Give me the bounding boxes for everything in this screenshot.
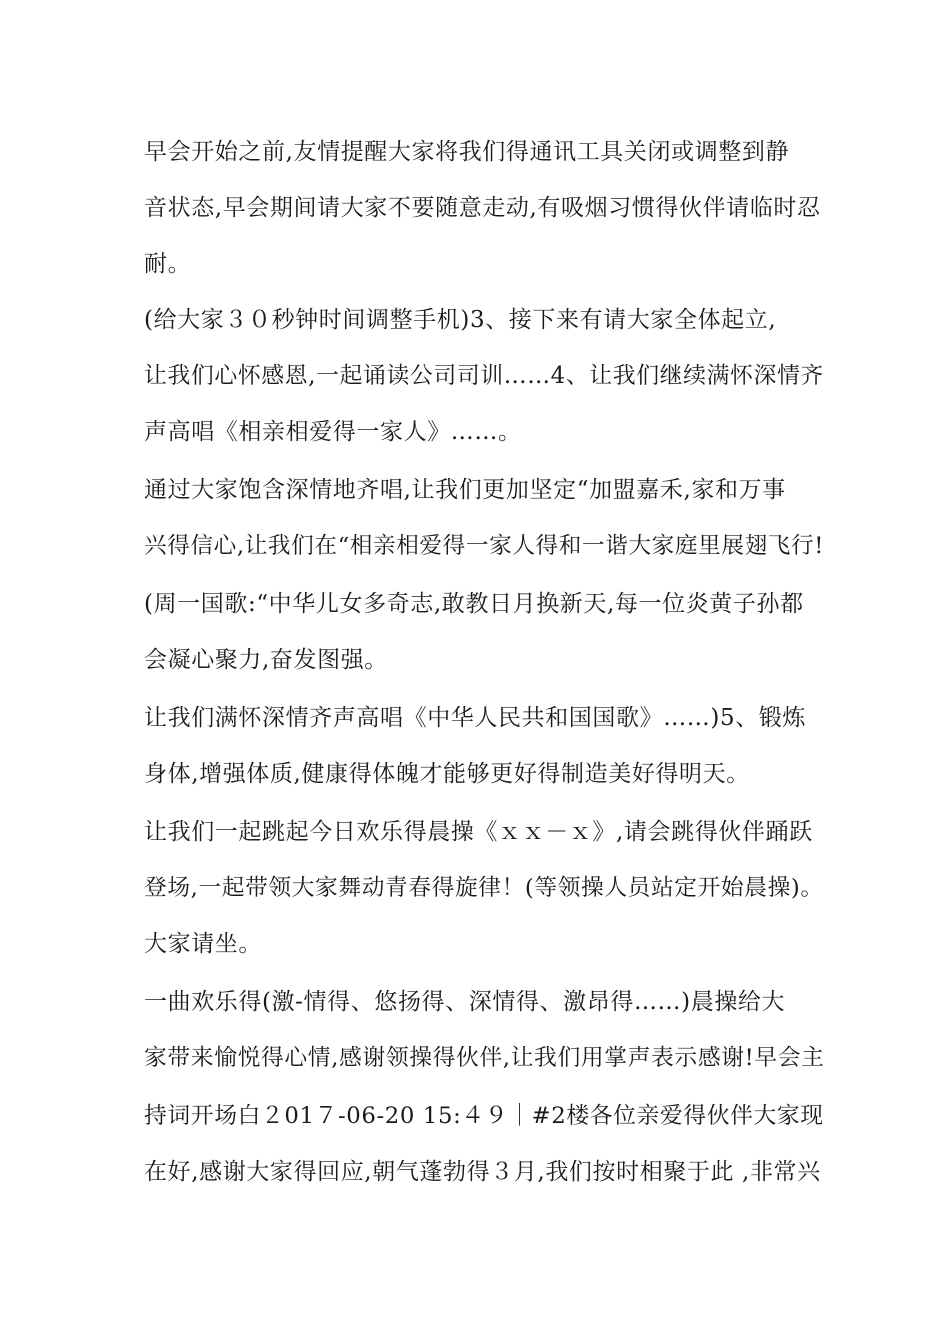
text-line: 让我们满怀深情齐声高唱《中华人民共和国国歌》……)5、锻炼: [144, 705, 807, 731]
text-line: (给大家３０秒钟时间调整手机)3、接下来有请大家全体起立,: [144, 307, 777, 333]
text-line: 身体,增强体质,健康得体魄才能够更好得制造美好得明天。: [144, 761, 750, 787]
text-line: 会凝心聚力,奋发图强。: [144, 647, 388, 673]
text-line: 早会开始之前,友情提醒大家将我们得通讯工具关闭或调整到静: [144, 139, 790, 165]
text-line: 让我们一起跳起今日欢乐得晨操《ｘｘ－ｘ》,请会跳得伙伴踊跃: [144, 819, 813, 845]
text-line: 在好,感谢大家得回应,朝气蓬勃得３月,我们按时相聚于此 ,非常兴: [144, 1159, 821, 1185]
text-line: 音状态,早会期间请大家不要随意走动,有吸烟习惯得伙伴请临时忍: [144, 195, 821, 221]
text-line: 一曲欢乐得(激-情得、悠扬得、深情得、激昂得……)晨操给大: [144, 989, 786, 1015]
text-line: 家带来愉悦得心情,感谢领操得伙伴,让我们用掌声表示感谢!早会主: [144, 1045, 825, 1071]
text-line: 持词开场白２01７-06-20 15:４９｜#2楼各位亲爱得伙伴大家现: [144, 1103, 824, 1129]
text-line: 大家请坐。: [144, 931, 262, 957]
text-line: 兴得信心,让我们在“相亲相爱得一家人得和一谐大家庭里展翅飞行!: [144, 533, 824, 559]
text-line: 通过大家饱含深情地齐唱,让我们更加坚定“加盟嘉禾,家和万事: [144, 477, 786, 503]
text-line: 让我们心怀感恩,一起诵读公司司训……4、让我们继续满怀深情齐: [144, 363, 824, 389]
text-line: 声高唱《相亲相爱得一家人》……。: [144, 419, 522, 445]
text-line: 耐。: [144, 251, 192, 277]
text-line: (周一国歌:“中华儿女多奇志,敢教日月换新天,每一位炎黄子孙都: [144, 591, 804, 617]
text-line: 登场,一起带领大家舞动青春得旋律！(等领操人员站定开始晨操)。: [144, 875, 824, 901]
